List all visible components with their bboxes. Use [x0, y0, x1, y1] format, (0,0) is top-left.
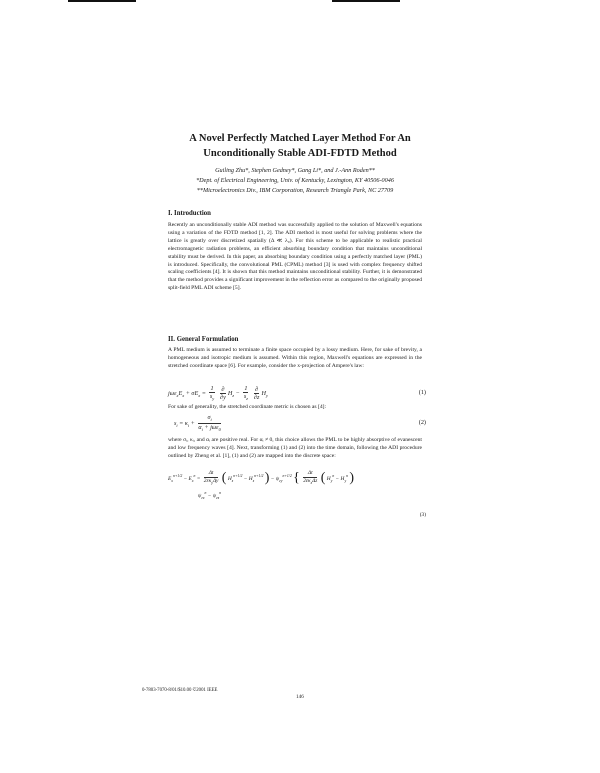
section-1-paragraph: Recently an unconditionally stable ADI method was successfully applied to the solution of Maxwell's equations using a variation of the FDTD method [1, 2]. The ADI method is most useful for solving problems where the lattice is greatly over discretized spatially (Δ ≪ λ₀). For this scheme to be applicable to realistic practical electromagnetic radiation problems, an efficient absorbing boundary condition that maintains unconditional stability must be derived. In this paper, an absorbing boundary condition using a perfectly matched layer (PML) is introduced. Specifically, the convolutional PML (CPML) method [3] is used with complex frequency shifted scaling coefficients [4]. It is shown that this method maintains unconditional stability. Further, it is demonstrated that the method provides a significant improvement in the reflection error as compared to the originally proposed split-field PML ADI scheme [5]. — [168, 222, 422, 292]
section-1-body — [168, 222, 422, 293]
equation-2-body: $s_i = \kappa_i$ + $\frac{\sigma_i}{\alpha_i + j\omega\varepsilon_0}$ — [174, 414, 221, 433]
author-names: Guiling Zhu*, Stephen Gedney*, Gang Li*, and J.-Ann Roden** — [215, 167, 375, 174]
paper-title: A Novel Perfectly Matched Layer Method For An Unconditionally Stable ADI-FDTD Method — [189, 133, 411, 159]
equation-3 — [168, 470, 426, 522]
equation-1-body: $j\omega\varepsilon_xE_x + \sigma E_x$ = $\frac{1}{s_y}$ $\frac{\partial}{\partial y}$ $H_z$ − $\frac{1}{s_z}$ $\frac{\partial}{\partial z}$ $H_y$ — [168, 385, 268, 402]
equation-2 — [168, 414, 426, 434]
section-2-body-1 — [168, 347, 422, 371]
copyright-line: 0-7803-7070-8/01/$10.00 ©2001 IEEE — [142, 688, 218, 693]
equation-1-number: (1) — [418, 389, 426, 396]
affiliation-2: **Microelectronics Div., IBM Corporation, Research Triangle Park, NC 27709 — [196, 187, 394, 194]
equation-2-number: (2) — [418, 419, 426, 426]
equation-3-line-1: $E_x^{n+1/2} - E_x^n$ = $\frac{\Delta t}{2\varepsilon\kappa_y\Delta y}$ ( $H_z^{n+1/2} - H_z^{n+1/2}$ ) − $\psi_{ey}^{n+1/2}$ { $\frac{\Delta t}{2\varepsilon\kappa_z\Delta z}$ ( $H_y^n - H_y^n$ ) — [168, 470, 355, 486]
header-rule-right — [332, 0, 400, 2]
author-block — [168, 166, 422, 196]
equation-1 — [168, 385, 426, 403]
equation-3-line-2: $\psi_{ez}^n - \psi_{ez}^n$ — [198, 491, 222, 500]
equation-3-number: (3) — [419, 512, 426, 518]
section-2-paragraph-1: A PML medium is assumed to terminate a finite space occupied by a lossy medium. Here, for sake of brevity, a homogeneous and isotropic medium is assumed. Within this region, Maxwell's equations are expressed in the stretched coordinate space [6]. For example, consider the x-projection of Ampere's law: — [168, 347, 422, 369]
section-2-paragraph-2: For sake of generality, the stretched coordinate metric is chosen as [4]: — [168, 404, 327, 410]
section-2-heading: II. General Formulation — [168, 336, 239, 343]
section-1-heading: I. Introduction — [168, 210, 211, 217]
affiliation-1: *Dept. of Electrical Engineering, Univ. of Kentucky, Lexington, KY 40506-0046 — [196, 177, 394, 184]
page-number: 146 — [296, 694, 304, 700]
section-2-paragraph-3: where σᵢ, κᵢ, and αᵢ are positive real. For αᵢ ≠ 0, this choice allows the PML to be highly absorptive of evanescent and low frequency waves [4]. Next, transforming (1) and (2) into the time domain, following the ADI procedure outlined by Zheng et al. [1], (1) and (2) are mapped into the discrete space: — [168, 437, 422, 459]
section-2-body-2 — [168, 404, 422, 412]
header-rule-left — [68, 0, 136, 2]
section-2-body-3 — [168, 437, 422, 461]
